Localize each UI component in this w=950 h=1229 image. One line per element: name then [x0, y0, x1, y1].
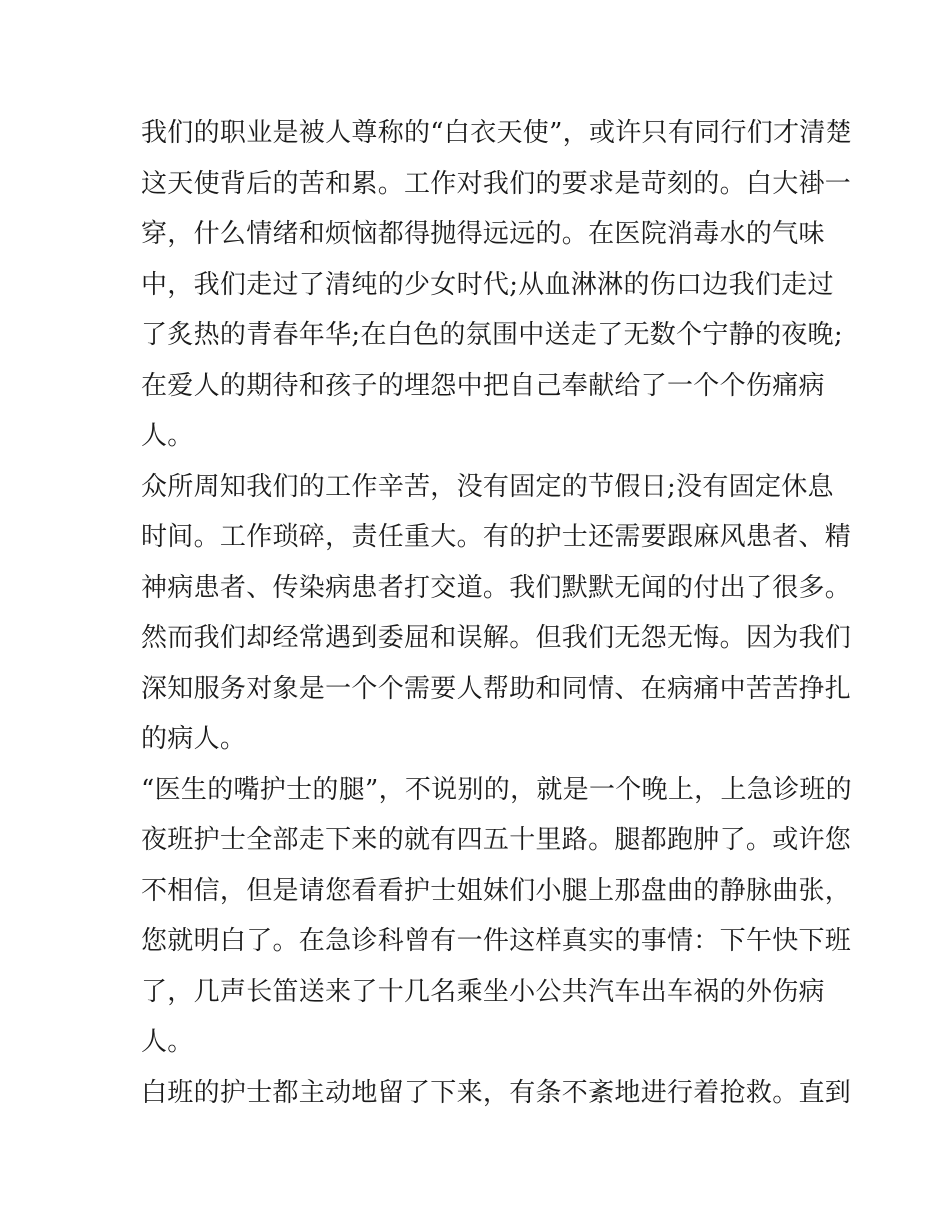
text-line: 深知服务对象是一个个需要人帮助和同情、在病痛中苦苦挣扎 — [141, 673, 852, 704]
text-line: 白班的护士都主动地留了下来，有条不紊地进行着抢救。直到 — [141, 1077, 852, 1108]
text-line: 我们的职业是被人尊称的“白衣天使”，或许只有同行们才清楚 — [141, 118, 852, 148]
text-line: 众所周知我们的工作辛苦，没有固定的节假日;没有固定休息 — [141, 471, 834, 502]
paragraph-4 — [141, 1068, 852, 1119]
paragraph-1 — [141, 108, 852, 462]
text-line: 中，我们走过了清纯的少女时代;从血淋淋的伤口边我们走过 — [141, 269, 834, 300]
text-line: “医生的嘴护士的腿”，不说别的，就是一个晚上，上急诊班的 — [141, 774, 852, 805]
text-line: 神病患者、传染病患者打交道。我们默默无闻的付出了很多。 — [141, 572, 852, 603]
text-line: 了炙热的青春年华;在白色的氛围中送走了无数个宁静的夜晚; — [141, 320, 843, 350]
text-line: 了，几声长笛送来了十几名乘坐小公共汽车出车祸的外伤病 — [141, 976, 825, 1007]
text-line: 人。 — [141, 421, 194, 451]
document-body — [141, 108, 852, 1118]
text-line: 不相信，但是请您看看护士姐妹们小腿上那盘曲的静脉曲张， — [141, 875, 852, 906]
text-line: 在爱人的期待和孩子的埋怨中把自己奉献给了一个个伤痛病 — [141, 370, 825, 401]
text-line: 然而我们却经常遇到委屈和误解。但我们无怨无悔。因为我们 — [141, 623, 852, 653]
text-line: 时间。工作琐碎，责任重大。有的护士还需要跟麻风患者、精 — [141, 522, 852, 552]
text-line: 穿，什么情绪和烦恼都得抛得远远的。在医院消毒水的气味 — [141, 219, 825, 249]
paragraph-2 — [141, 462, 852, 765]
paragraph-3 — [141, 765, 852, 1068]
text-line: 夜班护士全部走下来的就有四五十里路。腿都跑肿了。或许您 — [141, 825, 852, 855]
text-line: 您就明白了。在急诊科曾有一件这样真实的事情：下午快下班 — [141, 926, 852, 956]
text-line: 的病人。 — [141, 724, 247, 754]
text-line: 人。 — [141, 1027, 194, 1057]
text-line: 这天使背后的苦和累。工作对我们的要求是苛刻的。白大褂一 — [141, 168, 852, 199]
